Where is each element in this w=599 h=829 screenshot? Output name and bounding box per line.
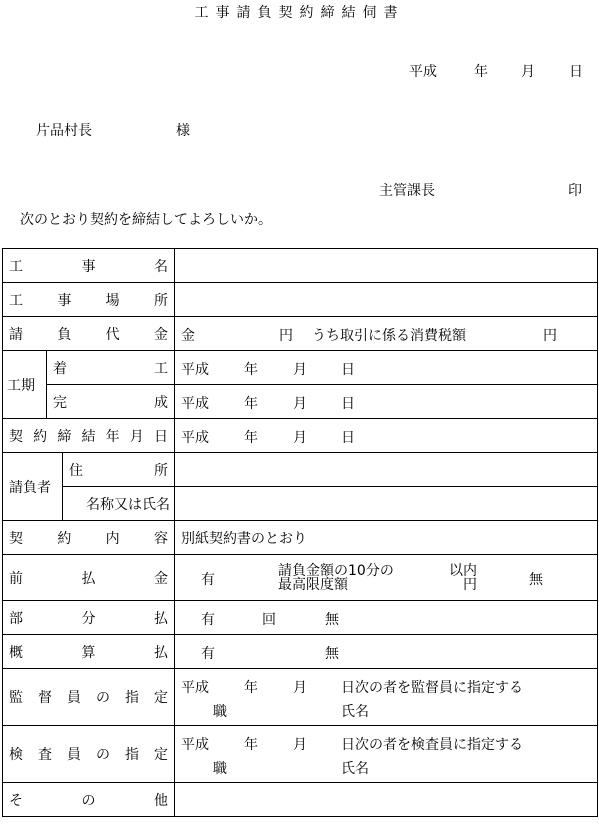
row-contract-date (3, 419, 598, 453)
inspector-text: 日次の者を検査員に指定する (341, 737, 524, 753)
price-prefix: 金 (181, 328, 196, 344)
inspector-position: 職 (213, 761, 228, 777)
label-period-end: 完 成 (47, 385, 175, 419)
value-work-name[interactable] (175, 249, 598, 283)
row-contractor-name (3, 487, 598, 521)
row-contractor-address (3, 453, 598, 487)
value-inspector[interactable]: 平成 年 月 日次の者を検査員に指定する 職 氏名 (175, 726, 598, 783)
row-supervisor (3, 669, 598, 726)
label-char: 工 (9, 258, 23, 275)
label-estimate-payment: 概 算 払 (3, 635, 175, 669)
label-contract-price: 請 負 代 金 (3, 317, 175, 351)
label-inspector: 検 査 員 の 指 定 (3, 726, 175, 783)
addressee-honorific: 様 (176, 123, 190, 139)
value-estimate-payment[interactable] (175, 635, 598, 669)
seal-mark: 印 (568, 183, 582, 199)
advance-desc-line1: 請負金額の10分の (278, 563, 394, 579)
approver-title: 主管課長 (379, 183, 435, 199)
header-date-era: 平成 (409, 64, 437, 80)
supervisor-text: 日次の者を監督員に指定する (341, 680, 524, 696)
value-period-end[interactable]: 平成 年 月 日 (175, 385, 598, 419)
value-contract-content[interactable]: 別紙契約書のとおり (175, 521, 598, 555)
header-date-year: 年 (474, 64, 488, 80)
advance-yen: 円 (463, 577, 478, 593)
document-title: 工事請負契約締結伺書 (194, 5, 405, 21)
row-contract-content (3, 521, 598, 555)
row-work-place (3, 283, 598, 317)
label-work-place: 工 事 場 所 (3, 283, 175, 317)
row-contract-price (3, 317, 598, 351)
row-period-start (3, 351, 598, 385)
label-contractor-address: 住 所 (63, 453, 175, 487)
tax-label: うち取引に係る消費税額 (312, 328, 467, 344)
partial-times: 回 (262, 612, 277, 628)
addressee: 片品村長 (36, 123, 92, 139)
inspector-name: 氏名 (341, 761, 370, 777)
estimate-yes[interactable]: 有 (201, 646, 216, 662)
label-supervisor: 監 督 員 の 指 定 (3, 669, 175, 726)
partial-no[interactable]: 無 (325, 612, 340, 628)
label-period: 工期 (3, 351, 47, 419)
value-other[interactable] (175, 783, 598, 817)
label-contractor-name: 名称又は氏名 (63, 487, 175, 521)
price-yen: 円 (279, 328, 294, 344)
advance-yes[interactable]: 有 (201, 572, 216, 588)
partial-yes[interactable]: 有 (201, 612, 216, 628)
advance-no[interactable]: 無 (529, 572, 544, 588)
request-text: 次のとおり契約を締結してよろしいか。 (20, 212, 272, 228)
supervisor-name: 氏名 (341, 704, 370, 720)
tax-yen: 円 (543, 328, 558, 344)
label-contract-content: 契 約 内 容 (3, 521, 175, 555)
contract-form-table (2, 248, 598, 817)
label-contractor: 請負者 (3, 453, 63, 521)
value-contractor-name[interactable] (175, 487, 598, 521)
row-partial-payment (3, 601, 598, 635)
label-work-name: 工 事 名 (3, 249, 175, 283)
row-period-end (3, 385, 598, 419)
estimate-no[interactable]: 無 (325, 646, 340, 662)
value-advance-payment[interactable] (175, 555, 598, 601)
value-supervisor[interactable]: 平成 年 月 日次の者を監督員に指定する 職 氏名 (175, 669, 598, 726)
row-estimate-payment (3, 635, 598, 669)
row-inspector (3, 726, 598, 783)
row-advance-payment (3, 555, 598, 601)
label-partial-payment: 部 分 払 (3, 601, 175, 635)
supervisor-position: 職 (213, 704, 228, 720)
row-other (3, 783, 598, 817)
value-contract-price[interactable] (175, 317, 598, 351)
advance-desc-line2: 最高限度額 (278, 577, 349, 593)
label-contract-date: 契 約 締 結 年 月 日 (3, 419, 175, 453)
value-period-start[interactable]: 平成 年 月 日 (175, 351, 598, 385)
label-other: そ の 他 (3, 783, 175, 817)
label-period-start: 着 工 (47, 351, 175, 385)
value-contract-date[interactable]: 平成 年 月 日 (175, 419, 598, 453)
label-advance-payment: 前 払 金 (3, 555, 175, 601)
row-work-name (3, 249, 598, 283)
header-date-day: 日 (569, 64, 583, 80)
value-partial-payment[interactable] (175, 601, 598, 635)
value-contractor-address[interactable] (175, 453, 598, 487)
header-date-month: 月 (521, 64, 535, 80)
value-work-place[interactable] (175, 283, 598, 317)
advance-within: 以内 (449, 563, 478, 579)
